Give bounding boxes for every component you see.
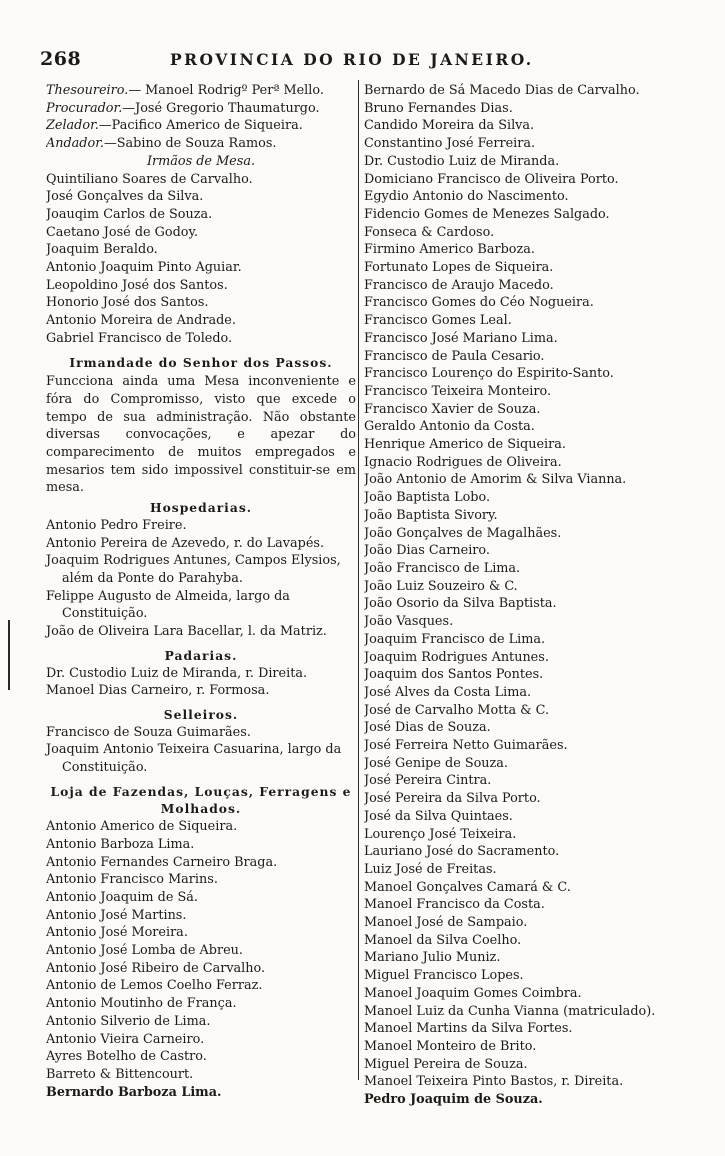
list-item: João Vasques. [364,614,454,630]
list-item: Manoel Martins da Silva Fortes. [364,1021,573,1037]
list-item: Manoel Francisco da Costa. [364,897,545,913]
list-item: Barreto & Bittencourt. [46,1066,194,1082]
list-item: Lourenço José Teixeira. [364,826,517,842]
column-divider [358,80,359,1080]
list-item: Manoel Dias Carneiro, r. Formosa. [46,683,270,699]
list-item: Francisco José Mariano Lima. [364,330,558,346]
list-item: Candido Moreira da Silva. [364,118,535,134]
list-item: João Luiz Souzeiro & C. [364,578,518,594]
list-item: Antonio José Martins. [46,907,187,923]
list-item: Fortunato Lopes de Siqueira. [364,260,554,276]
list-item: Dr. Custodio Luiz de Miranda. [364,153,560,169]
irmandade-heading: Irmandade do Senhor dos Passos. [69,354,333,370]
officer-line: Andador.—Sabino de Souza Ramos. [46,136,277,152]
padarias-heading: Padarias. [164,647,238,663]
list-item: Joaquim Antonio Teixeira Casuarina, largo da Constituição. [46,742,342,776]
selleiros-list [46,724,356,777]
running-title: PROVINCIA DO RIO DE JANEIRO. [170,50,534,69]
list-item: José Gonçalves da Silva. [46,189,204,205]
list-item: Francisco de Araujo Macedo. [364,277,554,293]
list-item: Miguel Pereira de Souza. [364,1056,528,1072]
list-item: Francisco Gomes do Céo Nogueira. [364,295,594,311]
irmaos-list [46,171,356,348]
list-item: Antonio Joaquim de Sá. [46,889,198,905]
list-item: Firmino Americo Barboza. [364,242,535,258]
list-item: Francisco Xavier de Souza. [364,401,541,417]
list-item: Leopoldino José dos Santos. [46,277,228,293]
list-item: Antonio Silverio de Lima. [46,1013,211,1029]
list-item: Pedro Joaquim de Souza. [364,1092,543,1108]
list-item: Francisco Gomes Leal. [364,313,512,329]
list-item: João Francisco de Lima. [364,560,521,576]
loja-right-list [364,82,694,1109]
list-item: Honorio José dos Santos. [46,295,209,311]
list-item: José Pereira Cintra. [364,773,492,789]
officer-line: Thesoureiro.— Manoel Rodrigº Perª Mello. [46,83,324,98]
list-item: Antonio José Ribeiro de Carvalho. [46,960,266,976]
irmaos-heading: Irmãos de Mesa. [146,153,256,169]
list-item: Antonio Fernandes Carneiro Braga. [46,854,278,870]
list-item: Antonio Barboza Lima. [46,836,195,852]
list-item: Caetano José de Godoy. [46,224,199,240]
list-item: Gabriel Francisco de Toledo. [46,330,233,346]
list-item: Manoel Luiz da Cunha Vianna (matriculado). [364,1003,656,1019]
list-item: José Pereira da Silva Porto. [364,791,541,807]
list-item: Fonseca & Cardoso. [364,224,495,240]
list-item: Joaquim dos Santos Pontes. [364,667,544,683]
right-column [364,82,694,1109]
list-item: Manoel Gonçalves Camará & C. [364,879,571,895]
list-item: João Baptista Lobo. [364,490,491,506]
list-item: Antonio Americo de Siqueira. [46,819,238,835]
officer-line: Zelador.—Pacifico Americo de Siqueira. [46,118,303,134]
list-item: Francisco de Paula Cesario. [364,348,545,364]
padarias-list [46,665,356,700]
list-item: Bernardo Barboza Lima. [46,1084,222,1100]
margin-mark [8,620,10,690]
list-item: José da Silva Quintaes. [364,808,513,824]
list-item: Antonio Pereira de Azevedo, r. do Lavapés. [46,535,325,551]
loja-heading: Loja de Fazendas, Louças, Ferragens e Molhados. [50,783,352,817]
left-column [46,82,356,1101]
list-item: Joauqim Carlos de Souza. [46,206,213,222]
list-item: Antonio Francisco Marins. [46,872,218,888]
page-header [40,48,680,74]
list-item: Manoel Teixeira Pinto Bastos, r. Direita. [364,1074,624,1090]
list-item: José de Carvalho Motta & C. [364,702,550,718]
list-item: Bruno Fernandes Dias. [364,100,513,116]
list-item: Dr. Custodio Luiz de Miranda, r. Direita. [46,665,308,681]
list-item: Quintiliano Soares de Carvalho. [46,171,253,187]
list-item: José Genipe de Souza. [364,755,508,771]
list-item: Bernardo de Sá Macedo Dias de Carvalho. [364,83,640,98]
list-item: José Dias de Souza. [364,720,491,736]
list-item: Manoel José de Sampaio. [364,915,528,931]
list-item: Antonio Moreira de Andrade. [46,313,236,329]
list-item: Mariano Julio Muniz. [364,950,501,966]
list-item: Lauriano José do Sacramento. [364,844,560,860]
list-item: Ayres Botelho de Castro. [46,1049,207,1065]
hospedarias-list [46,517,356,641]
list-item: Felippe Augusto de Almeida, largo da Constituição. [46,588,290,622]
list-item: Antonio José Moreira. [46,925,188,941]
list-item: João Dias Carneiro. [364,543,490,559]
hospedarias-heading: Hospedarias. [149,500,253,516]
list-item: Constantino José Ferreira. [364,136,536,152]
loja-left-list [46,818,356,1101]
page-number: 268 [40,48,82,70]
officer-line: Procurador.—José Gregorio Thaumaturgo. [46,100,320,116]
list-item: Domiciano Francisco de Oliveira Porto. [364,171,619,187]
list-item: Francisco Lourenço do Espirito-Santo. [364,366,614,382]
list-item: Joaquim Beraldo. [46,242,158,258]
list-item: Antonio de Lemos Coelho Ferraz. [46,978,263,994]
list-item: Luiz José de Freitas. [364,861,497,877]
list-item: Henrique Americo de Siqueira. [364,437,566,453]
list-item: João de Oliveira Lara Bacellar, l. da Matriz. [46,624,327,640]
selleiros-heading: Selleiros. [163,706,239,722]
list-item: Geraldo Antonio da Costa. [364,419,535,435]
list-item: Manoel Monteiro de Brito. [364,1038,537,1054]
list-item: Antonio José Lomba de Abreu. [46,943,243,959]
list-item: José Alves da Costa Lima. [364,684,532,700]
list-item: João Gonçalves de Magalhães. [364,525,562,541]
list-item: Joaquim Rodrigues Antunes, Campos Elysios, além da Ponte do Parahyba. [46,553,341,586]
list-item: Manoel da Silva Coelho. [364,932,522,948]
list-item: João Baptista Sivory. [364,507,498,523]
list-item: Antonio Vieira Carneiro. [46,1031,205,1047]
list-item: Ignacio Rodrigues de Oliveira. [364,454,562,470]
list-item: João Osorio da Silva Baptista. [364,596,557,612]
list-item: Antonio Moutinho de França. [46,996,237,1012]
list-item: Antonio Pedro Freire. [46,517,187,533]
list-item: Fidencio Gomes de Menezes Salgado. [364,206,610,222]
irmandade-paragraph: Funcciona ainda uma Mesa inconveniente e fóra do Compromisso, visto que excede o tempo de sua administração. Não obstante diversas convocações, e apezar do comparecimento de muitos empregados e mesarios tem sido impossivel constituir-se em mesa. [46,374,356,496]
list-item: Manoel Joaquim Gomes Coimbra. [364,985,582,1001]
list-item: Antonio Joaquim Pinto Aguiar. [46,260,242,276]
list-item: Miguel Francisco Lopes. [364,968,524,984]
list-item: Joaquim Francisco de Lima. [364,631,546,647]
list-item: Joaquim Rodrigues Antunes. [364,649,549,665]
list-item: José Ferreira Netto Guimarães. [364,738,568,754]
list-item: Francisco de Souza Guimarães. [46,724,251,740]
list-item: Francisco Teixeira Monteiro. [364,383,552,399]
list-item: João Antonio de Amorim & Silva Vianna. [364,472,627,488]
list-item: Egydio Antonio do Nascimento. [364,189,569,205]
